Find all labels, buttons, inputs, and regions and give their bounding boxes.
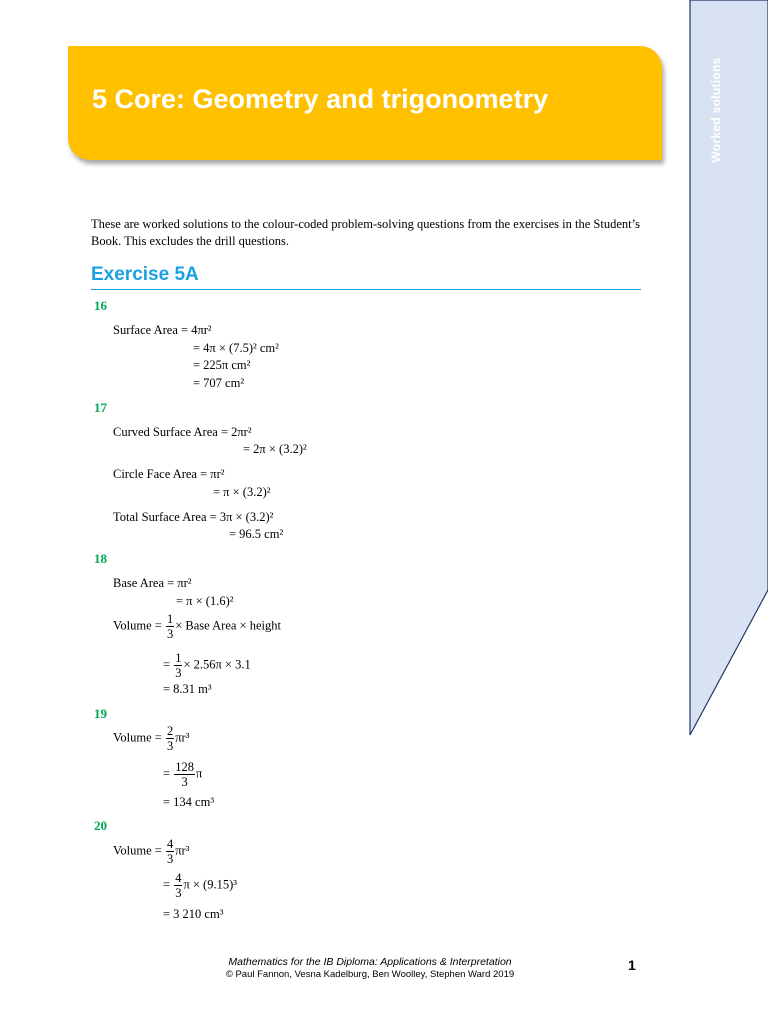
q17-line-4: = π × (3.2)² bbox=[213, 485, 271, 499]
q17-line-3: Circle Face Area = πr² bbox=[113, 467, 225, 481]
footer-book-title: Mathematics for the IB Diploma: Applications & Interpretation bbox=[228, 956, 512, 968]
side-tab-label: Worked solutions bbox=[709, 57, 723, 163]
fraction: $\frac{1}{3}$ bbox=[166, 612, 174, 641]
footer-copyright: © Paul Fannon, Vesna Kadelburg, Ben Woolley, Stephen Ward 2019 bbox=[225, 969, 515, 980]
intro-text: These are worked solutions to the colour-coded problem-solving questions from the exercises in the Student’s Book. This excludes the drill questions. bbox=[91, 217, 640, 248]
q20-line-2: = $\frac{4}{3}$ π × (9.15)³ bbox=[163, 871, 237, 900]
q16-line-2: = 4π × (7.5)² cm² bbox=[193, 341, 279, 355]
question-number-17: 17 bbox=[94, 400, 107, 415]
footer bbox=[200, 956, 540, 981]
q18-line-3: Volume = $\frac{1}{3}$ × Base Area × height bbox=[113, 612, 281, 641]
question-number-16: 16 bbox=[94, 298, 107, 313]
q19-line-2: = $\frac{128}{3}$ π bbox=[163, 760, 203, 789]
q20-line-1: Volume = $\frac{4}{3}$ πr³ bbox=[113, 837, 190, 866]
fraction: $\frac{2}{3}$ bbox=[166, 724, 174, 753]
question-number-18: 18 bbox=[94, 551, 107, 566]
page-number: 1 bbox=[628, 957, 636, 973]
fraction: $\frac{4}{3}$ bbox=[166, 837, 174, 866]
q18-line-5: = 8.31 m³ bbox=[163, 682, 212, 696]
q16-line-4: = 707 cm² bbox=[193, 376, 245, 390]
fraction: $\frac{4}{3}$ bbox=[175, 871, 182, 900]
question-number-20: 20 bbox=[94, 818, 107, 833]
q19-line-1: Volume = $\frac{2}{3}$ πr³ bbox=[113, 724, 190, 753]
q16-line-3: = 225π cm² bbox=[193, 358, 251, 372]
q20-line-3: = 3 210 cm³ bbox=[163, 907, 224, 921]
q18-line-1: Base Area = πr² bbox=[113, 576, 192, 590]
exercise-heading: Exercise 5A bbox=[91, 264, 641, 290]
q17-line-6: = 96.5 cm² bbox=[229, 527, 284, 541]
fraction: $\frac{128}{3}$ bbox=[175, 760, 194, 789]
q18-line-2: = π × (1.6)² bbox=[176, 594, 234, 608]
q17-line-1: Curved Surface Area = 2πr² bbox=[113, 425, 252, 439]
q19-line-3: = 134 cm³ bbox=[163, 795, 215, 809]
chapter-banner bbox=[68, 46, 662, 160]
question-number-19: 19 bbox=[94, 706, 107, 721]
chapter-title: 5 Core: Geometry and trigonometry bbox=[92, 84, 549, 114]
q16-line-1: Surface Area = 4πr² bbox=[113, 323, 212, 337]
q17-line-2: = 2π × (3.2)² bbox=[243, 442, 307, 456]
fraction: $\frac{1}{3}$ bbox=[175, 651, 182, 680]
q17-line-5: Total Surface Area = 3π × (3.2)² bbox=[113, 510, 274, 524]
q18-line-4: = $\frac{1}{3}$ × 2.56π × 3.1 bbox=[163, 651, 251, 680]
